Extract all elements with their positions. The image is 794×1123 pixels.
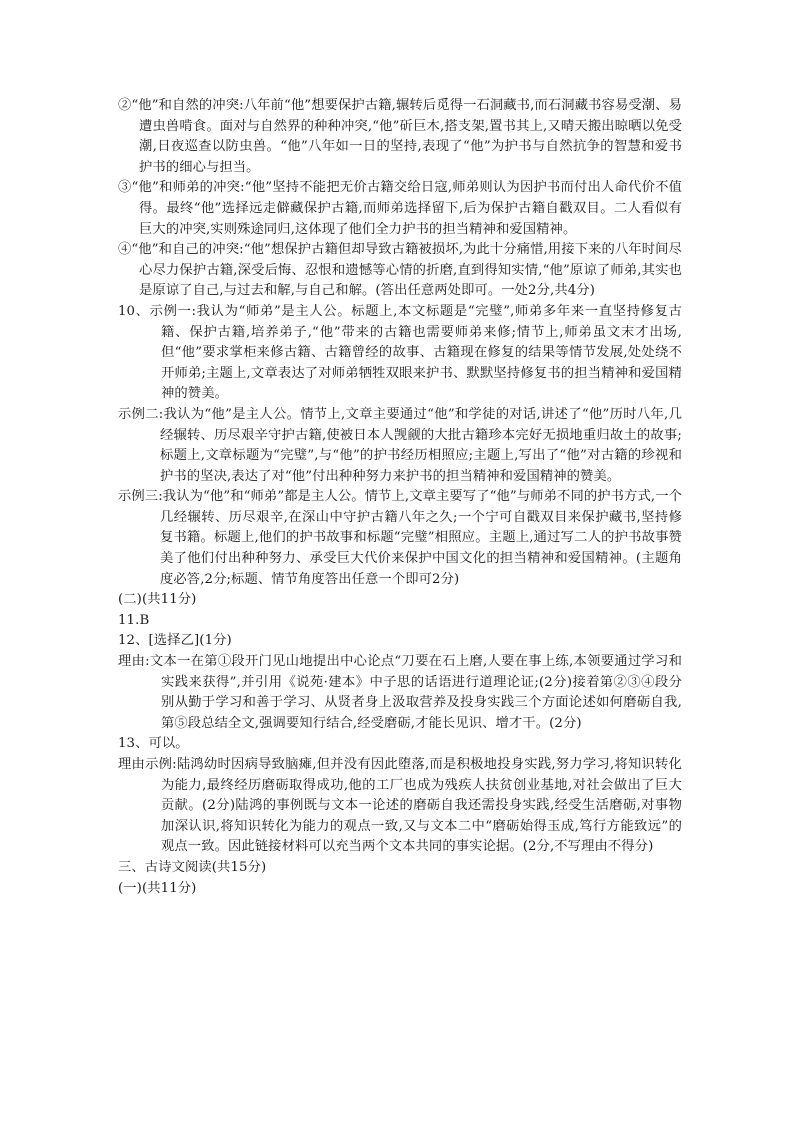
answer-point-2: ②“他”和自然的冲突:八年前“他”想要保护古籍,辗转后觅得一石洞藏书,而石洞藏书容易受潮、易遭虫兽啃食。面对与自然界的种种冲突,“他”斫巨木,搭支架,置书其上,又晴天搬出晾晒以免受潮,日夜巡查以防虫兽。“他”八年如一日的坚持,表现了“他”为护书与自然抗争的智慧和爱书护书的细心与担当。 — [118, 98, 682, 175]
answer-point-3: ③“他”和师弟的冲突:“他”坚持不能把无价古籍交给日寇,师弟则认为因护书而付出人命代价不值得。最终“他”选择远走僻藏保护古籍,而师弟选择留下,后为保护古籍自戳双目。二人看似有巨大的冲突,实则殊途同归,这体现了他们全力护书的担当精神和爱国精神。 — [118, 180, 682, 237]
subsection-heading-1: (一)(共11分) — [118, 880, 197, 896]
question-10-example-1: 10、示例一:我认为“师弟”是主人公。标题上,本文标题是“完璧”,师弟多年来一直坚持修复古籍、保护古籍,培养弟子,“他”带来的古籍也需要师弟来修;情节上,师弟虽文末才出场,但“他”要求掌柜来修古籍、古籍曾经的故事、古籍现在修复的结果等情节发展,处处绕不开师弟;主题上,文章表达了对师弟牺牲双眼来护书、默默坚持修复书的担当精神和爱国精神的赞美。 — [118, 303, 682, 402]
section-heading-3: 三、古诗文阅读(共15分) — [118, 859, 267, 875]
question-11-answer: 11.B — [118, 612, 150, 628]
question-12-answer: 12、[选择乙](1分) — [118, 633, 232, 649]
question-13-reason: 理由示例:陆鸿幼时因病导致脑瘫,但并没有因此堕落,而是积极地投身实践,努力学习,将知识转化为能力,最终经历磨砺取得成功,他的工厂也成为残疾人扶贫创业基地,对社会做出了巨大贡献。(2分)陆鸿的事例既与文本一论述的磨砺自我还需投身实践,经受生活磨砺,对事物加深认识,将知识转化为能力的观点一致,又与文本二中“磨砺始得玉成,笃行方能致远”的观点一致。因此链接材料可以充当两个文本共同的事实论据。(2分,不写理由不得分) — [118, 757, 682, 855]
question-10-example-2: 示例二:我认为“他”是主人公。情节上,文章主要通过“他”和学徒的对话,讲述了“他”历时八年,几经辗转、历尽艰辛守护古籍,使被日本人觊觎的大批古籍珍本完好无损地重归故土的故事;标题上,文章标题为“完璧”,与“他”的护书经历相照应;主题上,写出了“他”对古籍的珍视和护书的坚决,表达了对“他”付出种种努力来护书的担当精神和爱国精神的赞美。 — [118, 406, 682, 484]
answer-point-4: ④“他”和自己的冲突:“他”想保护古籍但却导致古籍被损坏,为此十分痛惜,用接下来的八年时间尽心尽力保护古籍,深受后悔、忍恨和遗憾等心情的折磨,直到得知实情,“他”原谅了师弟,其实也是原谅了自己,与过去和解,与自己和解。(答出任意两处即可。一处2分,共4分) — [118, 242, 682, 299]
question-13-answer: 13、可以。 — [118, 736, 189, 752]
section-heading-2: (二)(共11分) — [118, 592, 197, 608]
answer-key-content — [118, 96, 682, 899]
question-12-reason: 理由:文本一在第①段开门见山地提出中心论点“刀要在石上磨,人要在事上练,本领要通过学习和实践来获得”,并引用《说苑·建本》中子思的话语进行道理论证;(2分)接着第②③④段分别从勤于学习和善于学习、从贤者身上汲取营养及投身实践三个方面论述如何磨砺自我,第⑤段总结全文,强调要知行结合,经受磨砺,才能长见识、增才干。(2分) — [118, 654, 682, 731]
question-10-example-3: 示例三:我认为“他”和“师弟”都是主人公。情节上,文章主要写了“他”与师弟不同的护书方式,一个几经辗转、历尽艰辛,在深山中守护古籍八年之久;一个宁可自戳双目来保护藏书,坚持修复书籍。标题上,他们的护书故事和标题“完璧”相照应。主题上,通过写二人的护书故事赞美了他们付出种种努力、承受巨大代价来保护中国文化的担当精神和爱国精神。(主题角度必答,2分;标题、情节角度答出任意一个即可2分) — [118, 489, 682, 587]
